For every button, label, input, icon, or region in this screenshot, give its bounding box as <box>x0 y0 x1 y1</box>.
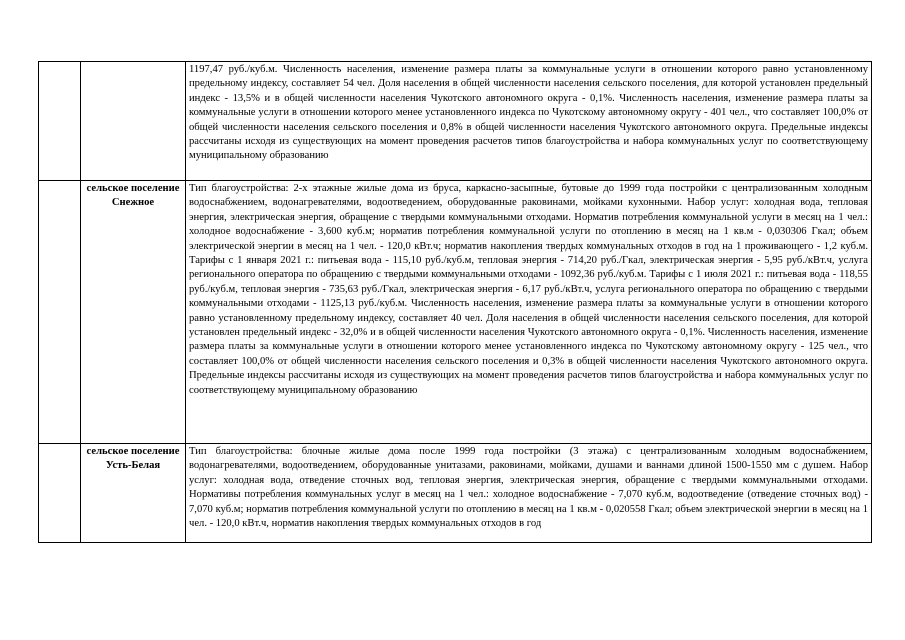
description-cell: Тип благоустройства: 2-х этажные жилые дома из бруса, каркасно-засыпные, бутовые до 1999 года постройки с централизованным холодным водоснабжением, водонагревателями, водоотведением, оборудованные раковинами, мойками кухонными. Набор услуг: холодная вода, тепловая энергия, электрическая энергия, обращение с твердыми коммунальными отходами. Норматив потребления коммунальной услуги в месяц на 1 чел.: холодное водоснабжение - 3,600 куб.м; норматив потребления коммунальной услуги по отоплению в месяц на 1 кв.м - 0,030306 Гкал; объем электрической энергии в месяц на 1 чел. - 120,0 кВт.ч; норматив накопления твердых коммунальных отходов в год на 1 проживающего - 1,2 куб.м. Тарифы с 1 января 2021 г.: питьевая вода - 115,10 руб./куб.м, тепловая энергия - 714,20 руб./Гкал, электрическая энергия - 5,95 руб./кВт.ч, услуга регионального оператора по обращению с твердыми коммунальными отходами - 1092,36 руб./куб.м. Тарифы с 1 июля 2021 г.: питьевая вода - 118,55 руб./куб.м, тепловая энергия - 735,63 руб./Гкал, электрическая энергия - 6,17 руб./кВт.ч, услуга регионального оператора по обращению с твердыми коммунальными отходами - 1125,13 руб./куб.м. Численность населения, изменение размера платы за коммунальные услуги в отношении которого равно установленному предельному индексу, составляет 40 чел. Доля населения в общей численности населения сельского поселения, для которой установлен предельный индекс - 32,0% и в общей численности населения Чукотского автономного округа - 0,1%. Численность населения, изменение размера платы за коммунальные услуги в отношении которого менее установленного индекса по Чукотскому автономному округу - 125 чел., что составляет 100,0% от общей численности населения сельского поселения и 0,3% в общей численности населения Чукотского автономного округа. Предельные индексы рассчитаны исходя из существующих на момент проведения расчетов типов благоустройства и набора коммунальных услуг по соответствующему муниципальному образованию <box>186 181 872 444</box>
description-text: Тип благоустройства: блочные жилые дома после 1999 года постройки (3 этажа) с централизованным холодным водоснабжением, водонагревателями, водоотведением, оборудованные унитазами, раковинами, мойками, душами и ваннами длиной 1500-1550 мм с душем. Набор услуг: холодная вода, отведение сточных вод, тепловая энергия, электрическая энергия, обращение с твердыми коммунальными отходами. Нормативы потребления коммунальных услуг в месяц на 1 чел.: холодное водоснабжение - 7,070 куб.м, водоотведение (отведение сточных вод) - 7,070 куб.м; норматив потребления коммунальной услуги по отоплению в месяц на 1 кв.м - 0,020558 Гкал; объем электрической энергии в месяц на 1 чел. - 120,0 кВт.ч, норматив накопления твердых коммунальных отходов в год <box>189 446 868 530</box>
row-number-cell <box>39 181 81 444</box>
settlement-name-cell <box>81 181 186 444</box>
settlement-name-cell <box>81 62 186 181</box>
table-row <box>39 444 872 543</box>
tariff-table <box>38 61 872 543</box>
description-cell: 1197,47 руб./куб.м. Численность населения, изменение размера платы за коммунальные услуги в отношении которого равно установленному предельному индексу, составляет 54 чел. Доля населения в общей численности населения сельского поселения, для которой установлен предельный индекс - 13,5% и в общей численности населения Чукотского автономного округа - 0,1%. Численность населения, изменение размера платы за коммунальные услуги в отношении которого менее установленного индекса по Чукотскому автономному округу - 401 чел., что составляет 100,0% от общей численности населения сельского поселения и 0,8% в общей численности населения Чукотского автономного округа. Предельные индексы рассчитаны исходя из существующих на момент проведения расчетов типов благоустройства и набора коммунальных услуг по соответствующему муниципальному образованию <box>186 62 872 181</box>
description-cell <box>186 444 872 543</box>
row-number-cell <box>39 444 81 543</box>
table-row <box>39 62 872 181</box>
settlement-type: сельское поселение <box>86 446 180 457</box>
row-number-cell <box>39 62 81 181</box>
settlement-name-cell <box>81 444 186 543</box>
settlement-name: Снежное <box>111 197 155 209</box>
settlement-name: Усть-Белая <box>105 460 161 472</box>
table-row <box>39 181 872 444</box>
settlement-type: сельское поселение <box>86 183 180 194</box>
